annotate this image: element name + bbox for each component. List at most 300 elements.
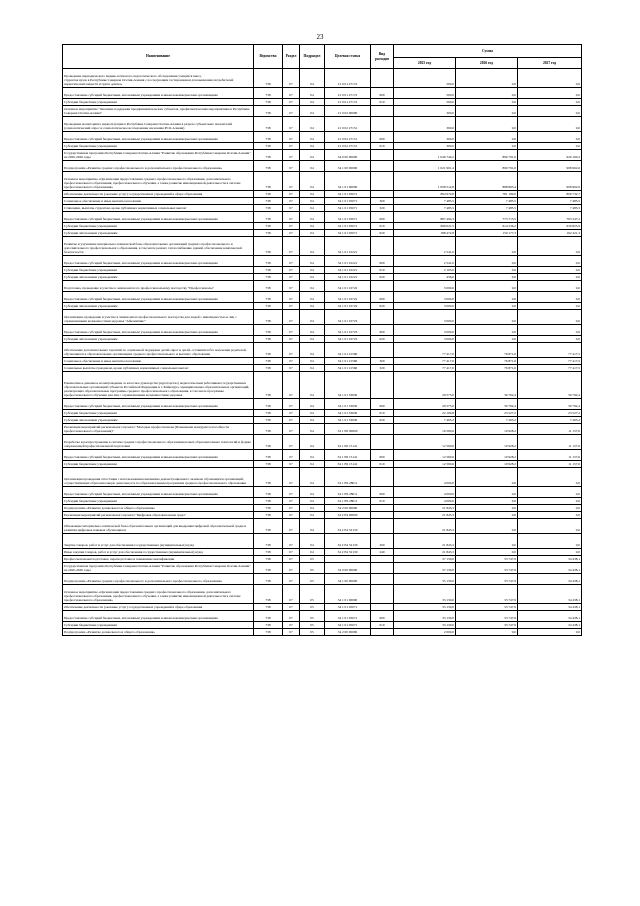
row-name: Государственная программа Республики Северная Осетия-Алания "Развитие образования Республики Северная Осетия-Алания" на 2020-2026 годы [63, 563, 254, 574]
row-sum-2025: 4 000,0 [394, 498, 456, 505]
row-sum-2027: 0,0 [518, 69, 582, 88]
row-sum-2025: 33 130,0 [394, 622, 456, 629]
row-subsection: 05 [300, 585, 325, 604]
row-expense: 320 [371, 365, 394, 372]
budget-rows [63, 69, 582, 636]
row-ministry: 738 [254, 534, 283, 549]
row-sum-2026: 33 747,9 [456, 556, 518, 563]
row-name: Субсидии бюджетным учреждениям [63, 143, 254, 150]
row-sum-2025: 12 590,6 [394, 435, 456, 450]
row-name: Подпрограмма «Развитие дошкольного и общего образования» [63, 629, 254, 636]
row-name: Субсидии автономным учреждениям [63, 336, 254, 343]
row-subsection: 04 [300, 343, 325, 358]
table-row [63, 629, 582, 636]
row-subsection: 04 [300, 256, 325, 267]
row-subsection: 04 [300, 549, 325, 556]
row-sum-2025: 29 575,0 [394, 399, 456, 410]
row-section: 07 [283, 372, 300, 399]
row-sum-2026: 33 747,9 [456, 622, 518, 629]
row-sum-2025: 300,0 [394, 117, 456, 132]
row-name: Предоставление субсидий бюджетным, автономным учреждениям и иным некоммерческим организациям [63, 399, 254, 410]
row-ministry: 738 [254, 365, 283, 372]
row-sum-2027: 30 792,4 [518, 372, 582, 399]
row-sum-2026: 76 871,6 [456, 343, 518, 358]
row-name: Стипендии, выплаты студентам, кроме публичных нормативных социальных выплат [63, 205, 254, 212]
row-name: Основное мероприятие «Организация предоставления среднего профессионального образования, дополнительного профессионального образования, профессионального обучения, а также развитие инновационной деятельности в системе профессионального образования» [63, 172, 254, 191]
row-subsection: 04 [300, 325, 325, 336]
row-section: 07 [283, 99, 300, 106]
page-number: 23 [316, 33, 324, 41]
row-expense: 600 [371, 256, 394, 267]
row-section: 07 [283, 512, 300, 519]
row-expense: 610 [371, 143, 394, 150]
col-name-header: Наименование [63, 45, 254, 69]
row-name: Предоставление субсидий бюджетным, автономным учреждениям и иным некоммерческим организациям [63, 611, 254, 622]
row-section: 07 [283, 399, 300, 410]
row-expense [371, 519, 394, 534]
row-target: 34 1 01 00000 [325, 585, 371, 604]
row-ministry: 738 [254, 132, 283, 143]
row-sum-2027: 11 157,6 [518, 435, 582, 450]
row-target: 34 1 E6 00000 [325, 424, 371, 435]
row-expense [371, 629, 394, 636]
row-sum-2027: 0,0 [518, 325, 582, 336]
row-sum-2027: 11 157,6 [518, 450, 582, 461]
row-ministry: 738 [254, 505, 283, 512]
row-sum-2026: 33 747,9 [456, 585, 518, 604]
row-name: Предоставление субсидий бюджетным, автономным учреждениям и иным некоммерческим организациям [63, 132, 254, 143]
row-subsection: 04 [300, 132, 325, 143]
row-sum-2026: 159 177,3 [456, 230, 518, 237]
table-row [63, 292, 582, 303]
row-sum-2025: 22 109,8 [394, 410, 456, 417]
row-subsection: 04 [300, 205, 325, 212]
row-sum-2027: 0,0 [518, 292, 582, 303]
row-name: Субсидии автономным учреждениям [63, 230, 254, 237]
row-sum-2025: 7 485,5 [394, 198, 456, 205]
row-target: 21 0 02 00000 [325, 106, 371, 117]
row-target: 34 2 00 00000 [325, 629, 371, 636]
row-sum-2027: 77 417,5 [518, 358, 582, 365]
row-ministry: 738 [254, 519, 283, 534]
row-name: Государственная программа Республики Северная Осетия-Алания "Развитие образования Республики Северная Осетия-Алания" на 2020-2026 годы [63, 150, 254, 161]
row-ministry: 738 [254, 468, 283, 487]
table-row [63, 310, 582, 325]
row-section: 07 [283, 69, 300, 88]
table-row [63, 534, 582, 549]
row-expense [371, 424, 394, 435]
row-section: 07 [283, 417, 300, 424]
row-subsection: 04 [300, 117, 325, 132]
row-sum-2026: 0,0 [456, 69, 518, 88]
row-subsection: 04 [300, 365, 325, 372]
row-target: 34 1 01 10722 [325, 281, 371, 292]
row-target: 34 1 01 05071 [325, 205, 371, 212]
row-sum-2027: 630 825,9 [518, 223, 582, 230]
row-target: 34 1 E6 28011 [325, 498, 371, 505]
row-subsection: 04 [300, 450, 325, 461]
row-expense [371, 556, 394, 563]
table-row [63, 106, 582, 117]
row-target: 34 1 01 10723 [325, 336, 371, 343]
table-row [63, 132, 582, 143]
row-ministry: 738 [254, 629, 283, 636]
row-sum-2027: 34 438,1 [518, 585, 582, 604]
row-target: 34 1 01 21560 [325, 365, 371, 372]
row-sum-2026: 0,0 [456, 468, 518, 487]
row-ministry: 738 [254, 237, 283, 256]
row-expense: 620 [371, 303, 394, 310]
row-sum-2027: 0,0 [518, 281, 582, 292]
row-sum-2026: 30 792,4 [456, 372, 518, 399]
row-subsection: 05 [300, 574, 325, 585]
table-row [63, 424, 582, 435]
row-subsection: 04 [300, 172, 325, 191]
row-sum-2027: 0,0 [518, 132, 582, 143]
row-subsection: 04 [300, 292, 325, 303]
row-sum-2027: 0,0 [518, 549, 582, 556]
row-sum-2025: 1 021 901,4 [394, 161, 456, 172]
row-section: 07 [283, 292, 300, 303]
row-expense: 610 [371, 267, 394, 274]
row-name: Обеспечение дополнительных гарантий по социальной поддержке детей-сирот и детей, оставшихся без попечения родителей, обучающихся в образовательных организациях среднего профессионального и высшего образования [63, 343, 254, 358]
row-name: Развитие и улучшение материально-технической базы образовательных организаций среднего профессионального и дополнительного профессионального образования, в том числе ремонт, теплоснабжение зданий, обеспечение комплексной безопасности [63, 237, 254, 256]
row-name: Социальные выплаты гражданам, кроме публичных нормативных социальных выплат [63, 365, 254, 372]
row-name: Социальное обеспечение и иные выплаты населению [63, 358, 254, 365]
row-sum-2025: 1 008 512,8 [394, 172, 456, 191]
row-section: 07 [283, 281, 300, 292]
row-subsection: 04 [300, 106, 325, 117]
table-row [63, 88, 582, 99]
table-row [63, 281, 582, 292]
row-expense [371, 191, 394, 198]
row-subsection: 04 [300, 267, 325, 274]
row-expense [371, 574, 394, 585]
row-section: 07 [283, 450, 300, 461]
row-sum-2026: 0,0 [456, 143, 518, 150]
row-ministry: 738 [254, 622, 283, 629]
table-row [63, 223, 582, 230]
row-target: 34 1 01 21560 [325, 358, 371, 365]
row-sum-2025: 21 843,3 [394, 512, 456, 519]
row-expense: 610 [371, 223, 394, 230]
row-subsection: 04 [300, 281, 325, 292]
row-subsection: 04 [300, 274, 325, 281]
row-subsection: 04 [300, 487, 325, 498]
row-target: 34 1 E6 15141 [325, 450, 371, 461]
row-name: Реализация мероприятий регионального проекта "Цифровая образовательная среда" [63, 512, 254, 519]
row-ministry: 738 [254, 150, 283, 161]
row-expense [371, 106, 394, 117]
row-sum-2025: 894 979,8 [394, 191, 456, 198]
row-sum-2025: 300,0 [394, 106, 456, 117]
row-target: 34 1 00 00000 [325, 161, 371, 172]
row-subsection: 04 [300, 534, 325, 549]
row-section: 07 [283, 365, 300, 372]
table-row [63, 172, 582, 191]
row-ministry: 738 [254, 69, 283, 88]
row-ministry: 738 [254, 256, 283, 267]
row-expense [371, 468, 394, 487]
row-sum-2025: 3 000,0 [394, 303, 456, 310]
row-sum-2027: 0,0 [518, 143, 582, 150]
row-subsection: 04 [300, 461, 325, 468]
row-name: Подпрограмма «Развитие среднего профессионального и дополнительного профессионального образования» [63, 161, 254, 172]
row-expense: 620 [371, 230, 394, 237]
row-target [325, 556, 371, 563]
row-subsection: 04 [300, 498, 325, 505]
row-expense [371, 505, 394, 512]
row-section: 07 [283, 143, 300, 150]
row-ministry: 738 [254, 424, 283, 435]
row-ministry: 738 [254, 461, 283, 468]
row-subsection: 04 [300, 161, 325, 172]
row-subsection: 05 [300, 604, 325, 611]
row-sum-2027: 0,0 [518, 505, 582, 512]
row-target: 21 0 02 27151 [325, 143, 371, 150]
table-row [63, 198, 582, 205]
row-ministry: 738 [254, 410, 283, 417]
row-section: 07 [283, 150, 300, 161]
row-sum-2027: 0,0 [518, 117, 582, 132]
row-expense: 610 [371, 461, 394, 468]
row-expense [371, 604, 394, 611]
row-target: 34 1 01 10221 [325, 267, 371, 274]
row-sum-2027: 793 247,2 [518, 212, 582, 223]
row-section: 07 [283, 325, 300, 336]
row-subsection: 04 [300, 505, 325, 512]
row-expense [371, 237, 394, 256]
row-sum-2025: 4 000,0 [394, 487, 456, 498]
row-subsection: 04 [300, 212, 325, 223]
row-target: 34 1 01 10723 [325, 325, 371, 336]
row-section: 07 [283, 487, 300, 498]
row-sum-2026: 0,0 [456, 281, 518, 292]
row-subsection: 04 [300, 424, 325, 435]
row-sum-2026: 0,0 [456, 512, 518, 519]
row-section: 07 [283, 161, 300, 172]
table-row [63, 399, 582, 410]
row-expense: 240 [371, 549, 394, 556]
row-expense: 320 [371, 205, 394, 212]
row-sum-2026: 0,0 [456, 629, 518, 636]
row-section: 07 [283, 435, 300, 450]
row-target: 34 2 E4 52130 [325, 534, 371, 549]
row-target: 21 0 01 27172 [325, 99, 371, 106]
row-sum-2027: 77 417,5 [518, 343, 582, 358]
row-name: Обновление материально-технической базы образовательных организаций для внедрения цифровой образовательной среды и развития цифровых навыков обучающихся [63, 519, 254, 534]
row-sum-2026: 0,0 [456, 336, 518, 343]
row-sum-2027: 7 485,5 [518, 198, 582, 205]
row-sum-2025: 7 465,2 [394, 417, 456, 424]
row-sum-2025: 436,0 [394, 274, 456, 281]
budget-table [62, 44, 582, 636]
row-sum-2025: 3 000,0 [394, 325, 456, 336]
row-sum-2026: 23 527,2 [456, 410, 518, 417]
row-section: 07 [283, 303, 300, 310]
row-subsection: 05 [300, 556, 325, 563]
col-2027-header: 2027 год [518, 58, 582, 69]
row-sum-2026: 781 199,0 [456, 191, 518, 198]
row-section: 07 [283, 172, 300, 191]
row-target: 34 1 01 05071 [325, 622, 371, 629]
row-subsection: 04 [300, 468, 325, 487]
row-ministry: 738 [254, 435, 283, 450]
row-target: 34 1 01 05071 [325, 198, 371, 205]
row-sum-2027: 0,0 [518, 498, 582, 505]
table-row [63, 343, 582, 358]
row-subsection: 04 [300, 223, 325, 230]
row-ministry: 738 [254, 450, 283, 461]
row-section: 07 [283, 117, 300, 132]
row-name: Проведение периодического медико-психолого-педагогического обследования учащихся школ, студенток вузов в Республике Северная Осетия-Алания с последующим тестированием для выявления потребителей наркотических веществ и групп «риска» [63, 69, 254, 88]
row-subsection: 04 [300, 358, 325, 365]
row-sum-2025: 3 000,0 [394, 336, 456, 343]
row-name: Предоставление субсидий бюджетным, автономным учреждениям и иным некоммерческим организациям [63, 292, 254, 303]
table-row [63, 237, 582, 256]
row-ministry: 738 [254, 549, 283, 556]
row-target: 34 2 E4 52130 [325, 549, 371, 556]
row-subsection: 04 [300, 310, 325, 325]
row-section: 07 [283, 563, 300, 574]
row-section: 07 [283, 205, 300, 212]
row-target: 34 1 01 00000 [325, 172, 371, 191]
row-sum-2025: 2 000,0 [394, 629, 456, 636]
row-sum-2025: 2 105,0 [394, 267, 456, 274]
row-target: 34 1 01 10221 [325, 237, 371, 256]
row-expense [371, 310, 394, 325]
row-expense: 600 [371, 399, 394, 410]
row-sum-2025: 2 541,0 [394, 237, 456, 256]
row-expense [371, 117, 394, 132]
row-sum-2025: 1 046 744,2 [394, 150, 456, 161]
row-sum-2026: 888 863,4 [456, 172, 518, 191]
row-sum-2027: 0,0 [518, 267, 582, 274]
row-target: 34 0 00 00000 [325, 150, 371, 161]
row-name: Субсидии бюджетным учреждениям [63, 410, 254, 417]
table-row [63, 505, 582, 512]
row-section: 07 [283, 629, 300, 636]
row-target: 34 1 01 05071 [325, 223, 371, 230]
row-subsection: 04 [300, 230, 325, 237]
row-expense: 200 [371, 534, 394, 549]
row-ministry: 738 [254, 498, 283, 505]
row-ministry: 738 [254, 310, 283, 325]
row-target: 21 0 02 27151 [325, 117, 371, 132]
row-ministry: 738 [254, 611, 283, 622]
row-sum-2026: 7 265,2 [456, 417, 518, 424]
table-row [63, 410, 582, 417]
row-subsection: 04 [300, 336, 325, 343]
table-row [63, 498, 582, 505]
table-row [63, 372, 582, 399]
row-expense: 610 [371, 99, 394, 106]
row-subsection: 05 [300, 622, 325, 629]
row-sum-2026: 10 928,2 [456, 435, 518, 450]
row-subsection: 04 [300, 69, 325, 88]
row-section: 07 [283, 198, 300, 205]
col-ministry-header: Ведомство [254, 45, 283, 69]
row-sum-2026: 0,0 [456, 303, 518, 310]
row-ministry: 738 [254, 574, 283, 585]
table-row [63, 358, 582, 365]
table-row [63, 69, 582, 88]
row-expense: 300 [371, 198, 394, 205]
table-row [63, 549, 582, 556]
table-row [63, 461, 582, 468]
row-ministry: 738 [254, 172, 283, 191]
row-sum-2026: 30 792,4 [456, 399, 518, 410]
row-sum-2025: 300,0 [394, 132, 456, 143]
row-section: 07 [283, 611, 300, 622]
row-subsection: 05 [300, 611, 325, 622]
row-ministry: 738 [254, 292, 283, 303]
row-name: Субсидии бюджетным учреждениям [63, 223, 254, 230]
row-sum-2027: 77 417,5 [518, 365, 582, 372]
row-ministry: 738 [254, 267, 283, 274]
row-expense: 600 [371, 88, 394, 99]
row-sum-2025: 500,0 [394, 88, 456, 99]
row-expense [371, 281, 394, 292]
row-sum-2025: 21 843,3 [394, 519, 456, 534]
row-ministry: 738 [254, 417, 283, 424]
row-name: Предоставление субсидий бюджетным, автономным учреждениям и иным некоммерческим организациям [63, 450, 254, 461]
row-sum-2026: 76 871,6 [456, 365, 518, 372]
row-name: Реализация мероприятий регионального проекта "Молодые профессионалы (Повышение конкурентоспособности профессионального образования)" [63, 424, 254, 435]
row-sum-2026: 7 485,5 [456, 205, 518, 212]
row-ministry: 738 [254, 563, 283, 574]
row-target: 34 2 E4 52130 [325, 519, 371, 534]
row-name: Предоставление субсидий бюджетным, автономным учреждениям и иным некоммерческим организациям [63, 325, 254, 336]
row-expense [371, 563, 394, 574]
row-sum-2026: 33 747,9 [456, 574, 518, 585]
table-row [63, 519, 582, 534]
table-row [63, 117, 582, 132]
row-subsection: 04 [300, 303, 325, 310]
row-name: Предоставление субсидий бюджетным, автономным учреждениям и иным некоммерческим организациям [63, 88, 254, 99]
row-sum-2027: 908 962,6 [518, 172, 582, 191]
row-target: 34 0 00 00000 [325, 563, 371, 574]
row-target: 34 2 E4 00000 [325, 512, 371, 519]
row-sum-2025: 7 485,5 [394, 205, 456, 212]
row-expense [371, 343, 394, 358]
row-target: 34 1 E6 28011 [325, 487, 371, 498]
row-expense [371, 172, 394, 191]
row-name: Иные закупки товаров, работ и услуг для обеспечения государственных (муниципальных) нужд [63, 549, 254, 556]
table-row [63, 267, 582, 274]
row-sum-2026: 614 536,2 [456, 223, 518, 230]
row-sum-2026: 899 791,6 [456, 161, 518, 172]
row-subsection: 04 [300, 237, 325, 256]
row-ministry: 738 [254, 604, 283, 611]
table-row [63, 563, 582, 574]
row-sum-2027: 34 438,1 [518, 622, 582, 629]
table-row [63, 611, 582, 622]
row-sum-2025: 300,0 [394, 143, 456, 150]
row-expense: 300 [371, 358, 394, 365]
row-section: 07 [283, 106, 300, 117]
row-target: 34 1 01 10221 [325, 256, 371, 267]
row-sum-2026: 0,0 [456, 534, 518, 549]
row-ministry: 738 [254, 106, 283, 117]
row-ministry: 738 [254, 487, 283, 498]
row-target: 34 1 01 05071 [325, 611, 371, 622]
table-row [63, 574, 582, 585]
row-name: Основное мероприятие «Организация предоставления среднего профессионального образования, дополнительного профессионального образования, профессионального обучения, а также развитие инновационной деятельности в системе профессионального образования» [63, 585, 254, 604]
row-section: 07 [283, 410, 300, 417]
row-sum-2025: 21 843,3 [394, 549, 456, 556]
row-sum-2026: 10 928,2 [456, 450, 518, 461]
